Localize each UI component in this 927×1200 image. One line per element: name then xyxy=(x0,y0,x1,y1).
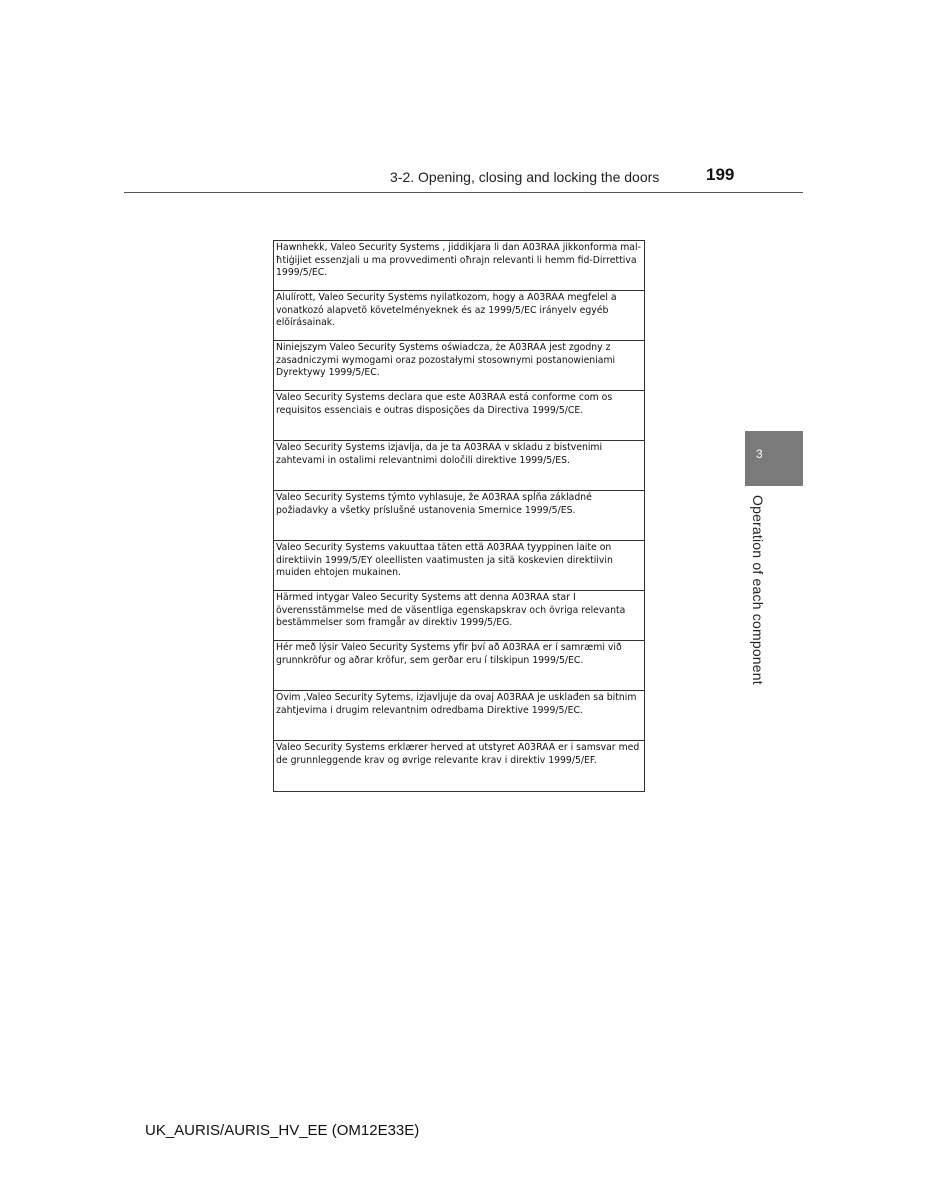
declaration-row-pl: Niniejszym Valeo Security Systems oświadcza, że A03RAA jest zgodny z zasadniczymi wymogami oraz pozostałymi stosownymi postanowieniami Dyrektywy 1999/5/EC. xyxy=(274,341,644,391)
declaration-row-fi: Valeo Security Systems vakuuttaa täten että A03RAA tyyppinen laite on direktiivin 1999/5/EY oleellisten vaatimusten ja sitä koskevien direktiivin muiden ehtojen mukainen. xyxy=(274,541,644,591)
declaration-row-sl: Valeo Security Systems izjavlja, da je ta A03RAA v skladu z bistvenimi zahtevami in ostalimi relevantnimi določili direktive 1999/5/ES. xyxy=(274,441,644,491)
chapter-tab xyxy=(745,431,803,486)
declaration-row-sk: Valeo Security Systems týmto vyhlasuje, že A03RAA spĺňa základné požiadavky a všetky príslušné ustanovenia Smernice 1999/5/ES. xyxy=(274,491,644,541)
declarations-table xyxy=(273,240,645,792)
declaration-row-no: Valeo Security Systems erklærer herved at utstyret A03RAA er i samsvar med de grunnleggende krav og øvrige relevante krav i direktiv 1999/5/EF. xyxy=(276,742,640,766)
page-number: 199 xyxy=(706,165,735,184)
section-title: 3-2. Opening, closing and locking the doors xyxy=(390,169,660,185)
declaration-row-sv: Härmed intygar Valeo Security Systems att denna A03RAA star I överensstämmelse med de väsentliga egenskapskrav och övriga relevanta bestämmelser som framgår av direktiv 1999/5/EG. xyxy=(274,591,644,641)
manual-code: UK_AURIS/AURIS_HV_EE (OM12E33E) xyxy=(145,1122,420,1139)
declaration-row-mt: Hawnhekk, Valeo Security Systems , jiddikjara li dan A03RAA jikkonforma mal-ħtiġijiet essenzjali u ma provvedimenti oħrajn relevanti li hemm fid-Dirrettiva 1999/5/EC. xyxy=(274,241,644,291)
declaration-row-pt: Valeo Security Systems declara que este A03RAA está conforme com os requisitos essenciais e outras disposições da Directiva 1999/5/CE. xyxy=(274,391,644,441)
header-divider xyxy=(124,192,803,193)
chapter-title: Operation of each component xyxy=(750,495,766,685)
declaration-row-hr: Ovim ,Valeo Security Sytems, izjavljuje da ovaj A03RAA je usklađen sa bitnim zahtjevima i drugim relevantnim odredbama Direktive 1999/5/EC. xyxy=(274,691,644,741)
declaration-row-is: Hér með lýsir Valeo Security Systems yfir því að A03RAA er í samræmi við grunnkröfur og aðrar kröfur, sem gerðar eru í tilskipun 1999/5/EC. xyxy=(274,641,644,691)
declaration-row-hu: Alulírott, Valeo Security Systems nyilatkozom, hogy a A03RAA megfelel a vonatkozó alapvetõ követelményeknek és az 1999/5/EC irányelv egyéb elõírásainak. xyxy=(274,291,644,341)
chapter-number: 3 xyxy=(756,447,763,461)
